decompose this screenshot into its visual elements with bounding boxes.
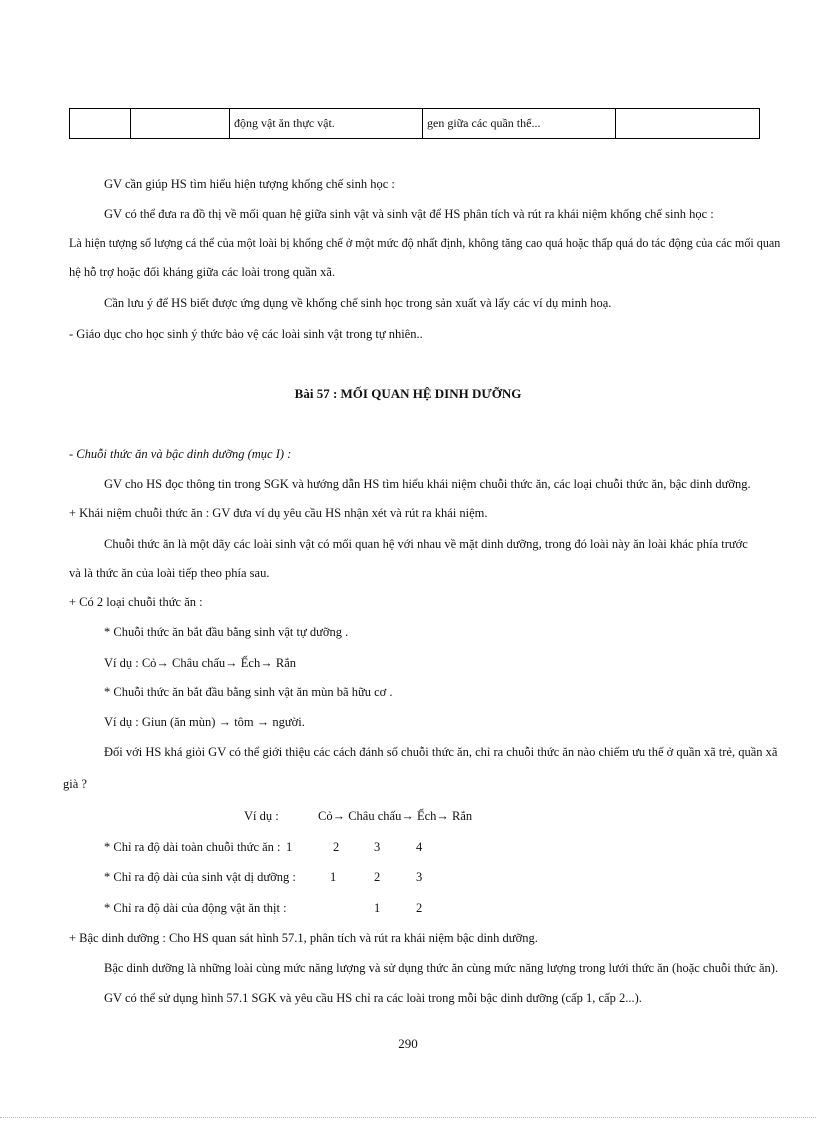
example-line: Ví dụ : Cỏ→ Châu chấu→ Ếch→ Rắn bbox=[104, 656, 296, 670]
table-fragment bbox=[69, 108, 760, 139]
paragraph: GV cần giúp HS tìm hiểu hiện tượng khống chế sinh học : bbox=[104, 177, 395, 191]
length-value: 3 bbox=[374, 840, 381, 854]
section-heading: - Chuỗi thức ăn và bậc dinh dưỡng (mục I) : bbox=[69, 447, 292, 461]
length-row-label: * Chỉ ra độ dài của sinh vật dị dưỡng : bbox=[104, 870, 296, 884]
length-value: 1 bbox=[374, 901, 381, 915]
length-row-label: * Chỉ ra độ dài của động vật ăn thịt : bbox=[104, 901, 287, 915]
length-value: 3 bbox=[416, 870, 423, 884]
paragraph: + Bậc dinh dưỡng : Cho HS quan sát hình 57.1, phân tích và rút ra khái niệm bậc dinh dưỡng. bbox=[69, 931, 538, 945]
length-value: 2 bbox=[416, 901, 423, 915]
page-edge-divider bbox=[0, 1117, 816, 1118]
length-value: 1 bbox=[330, 870, 337, 884]
paragraph: Chuỗi thức ăn là một dãy các loài sinh vật có mối quan hệ với nhau về mặt dinh dưỡng, trong đó loài này ăn loài khác phía trước bbox=[104, 537, 748, 551]
paragraph: GV có thể đưa ra đồ thị về mối quan hệ giữa sinh vật và sinh vật để HS phân tích và rút ra khái niệm khống chế sinh học : bbox=[104, 207, 714, 221]
paragraph: Đối với HS khá giỏi GV có thể giới thiệu các cách đánh số chuỗi thức ăn, chỉ ra chuỗi thức ăn nào chiếm ưu thế ở quần xã trẻ, quần xã bbox=[104, 745, 778, 759]
paragraph: * Chuỗi thức ăn bắt đầu bằng sinh vật ăn mùn bã hữu cơ . bbox=[104, 685, 393, 699]
length-value: 2 bbox=[374, 870, 381, 884]
paragraph: + Khái niệm chuỗi thức ăn : GV đưa ví dụ yêu cầu HS nhận xét và rút ra khái niệm. bbox=[69, 506, 488, 520]
length-value: 1 bbox=[286, 840, 293, 854]
paragraph: * Chuỗi thức ăn bắt đầu bằng sinh vật tự dưỡng . bbox=[104, 625, 349, 639]
paragraph: già ? bbox=[63, 777, 87, 791]
lesson-title: Bài 57 : MỐI QUAN HỆ DINH DƯỠNG bbox=[294, 386, 522, 401]
paragraph: và là thức ăn của loài tiếp theo phía sau. bbox=[69, 566, 270, 580]
table-cell bbox=[131, 109, 230, 139]
table-cell bbox=[70, 109, 131, 139]
paragraph: Bậc dinh dưỡng là những loài cùng mức năng lượng và sử dụng thức ăn cùng mức năng lượng trong lưới thức ăn (hoặc chuỗi thức ăn). bbox=[104, 961, 779, 975]
paragraph: GV có thể sử dụng hình 57.1 SGK và yêu cầu HS chỉ ra các loài trong mỗi bậc dinh dưỡng (cấp 1, cấp 2...). bbox=[104, 991, 642, 1005]
example-label: Ví dụ : bbox=[244, 809, 279, 823]
length-value: 4 bbox=[416, 840, 423, 854]
length-value: 2 bbox=[333, 840, 340, 854]
paragraph: Là hiện tượng số lượng cá thể của một loài bị khống chế ở một mức độ nhất định, không tăng cao quá hoặc thấp quá do tác động của các mối quan bbox=[69, 236, 781, 250]
table-row bbox=[70, 109, 760, 139]
table-cell bbox=[616, 109, 760, 139]
paragraph: GV cho HS đọc thông tin trong SGK và hướng dẫn HS tìm hiểu khái niệm chuỗi thức ăn, các loại chuỗi thức ăn, bậc dinh dưỡng. bbox=[104, 477, 751, 491]
example-line: Ví dụ : Giun (ăn mùn) → tôm → người. bbox=[104, 715, 305, 729]
paragraph: + Có 2 loại chuỗi thức ăn : bbox=[69, 595, 203, 609]
paragraph: hệ hỗ trợ hoặc đối kháng giữa các loài trong quần xã. bbox=[69, 265, 336, 279]
length-row-label: * Chỉ ra độ dài toàn chuỗi thức ăn : bbox=[104, 840, 281, 854]
table-cell: động vật ăn thực vật. bbox=[230, 109, 423, 139]
example-chain: Cỏ→ Châu chấu→ Ếch→ Rắn bbox=[318, 809, 473, 823]
page-number: 290 bbox=[398, 1036, 418, 1051]
paragraph: - Giáo dục cho học sinh ý thức bảo vệ các loài sinh vật trong tự nhiên.. bbox=[69, 327, 423, 341]
paragraph: Cần lưu ý để HS biết được ứng dụng về khống chế sinh học trong sản xuất và lấy các ví dụ minh hoạ. bbox=[104, 296, 612, 310]
table-cell: gen giữa các quần thể... bbox=[423, 109, 616, 139]
